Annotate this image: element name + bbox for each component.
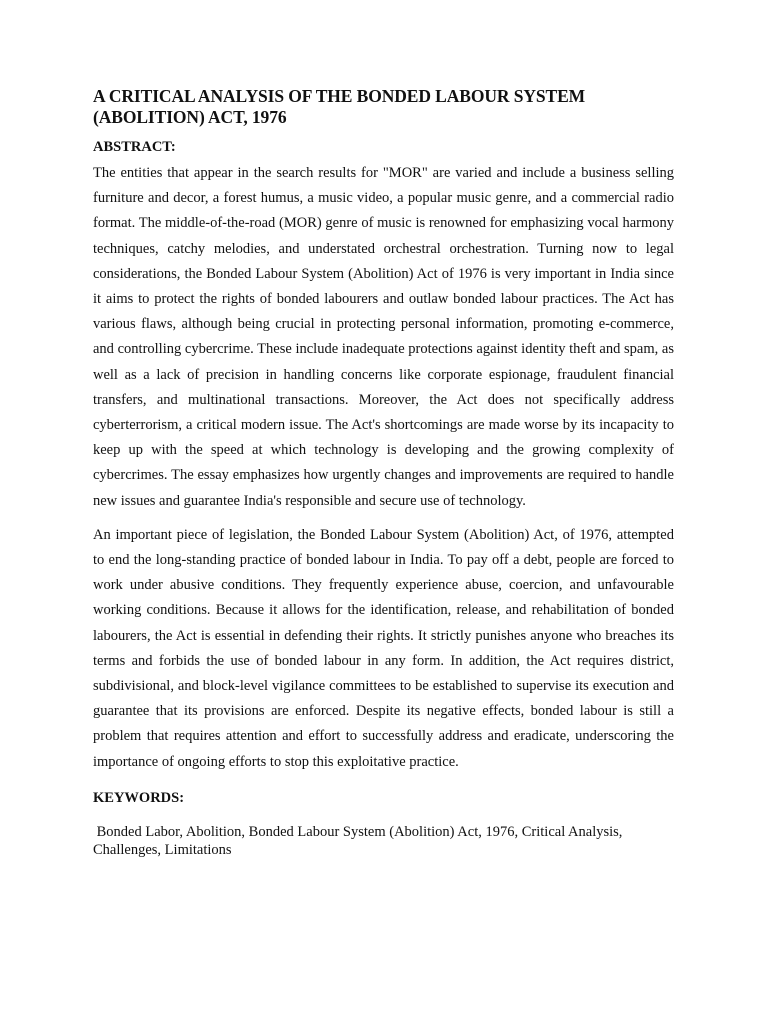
document-page	[93, 86, 674, 859]
document-title: A CRITICAL ANALYSIS OF THE BONDED LABOUR SYSTEM (ABOLITION) ACT, 1976	[93, 86, 586, 127]
keywords-heading: KEYWORDS:	[93, 789, 185, 806]
abstract-paragraph-2: An important piece of legislation, the Bonded Labour System (Abolition) Act, of 1976, attempted to end the long-standing practice of bonded labour in India. To pay off a debt, people are forced to work under abusive conditions. They frequently experience abuse, coercion, and unfavourable working conditions. Because it allows for the identification, release, and rehabilitation of bonded labourers, the Act is essential in defending their rights. It strictly punishes anyone who breaches its terms and forbids the use of bonded labour in any form. In addition, the Act requires district, subdivisional, and block-level vigilance committees to be established to supervise its execution and guarantee that its provisions are enforced. Despite its negative effects, bonded labour is still a problem that requires attention and effort to successfully address and eradicate, underscoring the importance of ongoing efforts to stop this exploitative practice.	[93, 526, 674, 770]
abstract-paragraph-1: The entities that appear in the search results for "MOR" are varied and include a business selling furniture and decor, a forest humus, a music video, a popular music genre, and a commercial radio format. The middle-of-the-road (MOR) genre of music is renowned for emphasizing vocal harmony techniques, catchy melodies, and understated orchestral orchestration. Turning now to legal considerations, the Bonded Labour System (Abolition) Act of 1976 is very important in India since it aims to protect the rights of bonded labourers and outlaw bonded labour practices. The Act has various flaws, although being crucial in protecting personal information, promoting e-commerce, and controlling cybercrime. These include inadequate protections against identity theft and spam, as well as a lack of precision in handling concerns like corporate espionage, fraudulent financial transfers, and multinational transactions. Moreover, the Act does not specifically address cyberterrorism, a critical modern issue. The Act's shortcomings are made worse by its incapacity to keep up with the speed at which technology is developing and the growing complexity of cybercrimes. The essay emphasizes how urgently changes and improvements are required to handle new issues and guarantee India's responsible and secure use of technology.	[93, 165, 674, 509]
keywords-list: Bonded Labor, Abolition, Bonded Labour System (Abolition) Act, 1976, Critical Analysis, Challenges, Limitations	[93, 823, 627, 858]
abstract-heading: ABSTRACT:	[93, 139, 176, 155]
